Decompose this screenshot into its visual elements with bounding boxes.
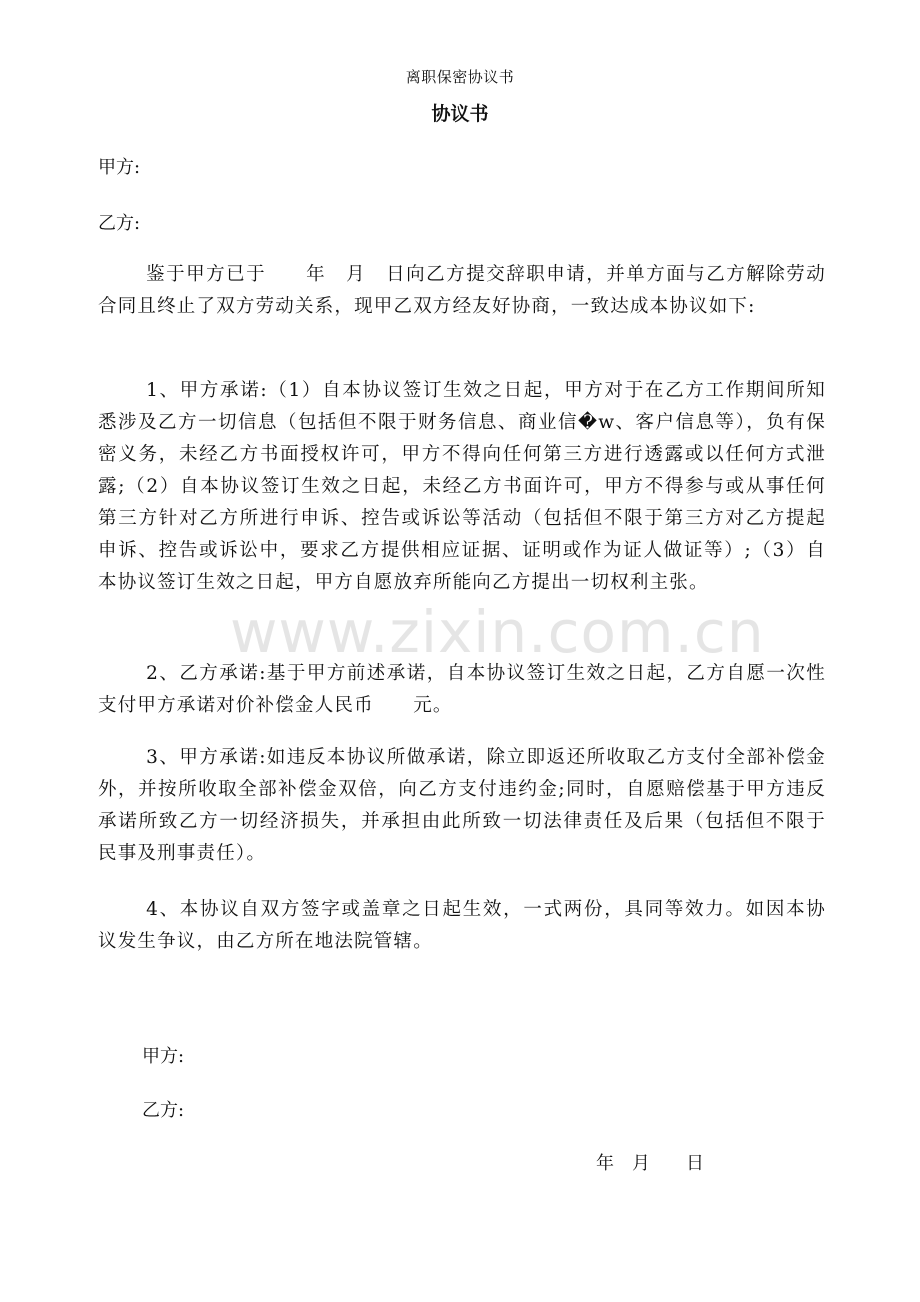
preamble-paragraph: 鉴于甲方已于 年 月 日向乙方提交辞职申请，并单方面与乙方解除劳动合同且终止了双方劳动关系，现甲乙双方经友好协商，一致达成本协议如下: [98,264,826,317]
clause-4-paragraph: 4、本协议自双方签字或盖章之日起生效，一式两份，具同等效力。如因本协议发生争议，由乙方所在地法院管辖。 [98,899,826,952]
watermark: www.zixin.com.cn [230,598,765,666]
party-b-label: 乙方: [98,213,141,234]
running-title: 离职保密协议书 [405,68,515,86]
signature-party-a: 甲方: [142,1046,185,1067]
clause-2-paragraph: 2、乙方承诺:基于甲方前述承诺，自本协议签订生效之日起，乙方自愿一次性支付甲方承诺对价补偿金人民币 元。 [98,663,826,716]
party-a-label: 甲方: [98,157,141,178]
signature-party-b: 乙方: [142,1100,185,1121]
signature-date: 年 月 日 [596,1153,704,1174]
clause-3-paragraph: 3、甲方承诺:如违反本协议所做承诺，除立即返还所收取乙方支付全部补偿金外，并按所收取全部补偿金双倍，向乙方支付违约金;同时，自愿赔偿基于甲方违反承诺所致乙方一切经济损失，并承担由此所致一切法律责任及后果（包括但不限于民事及刑事责任）。 [98,747,826,864]
clause-1-paragraph: 1、甲方承诺:（1）自本协议签订生效之日起，甲方对于在乙方工作期间所知悉涉及乙方一切信息（包括但不限于财务信息、商业信�w、客户信息等），负有保密义务，未经乙方书面授权许可，甲方不得向任何第三方进行透露或以任何方式泄露;（2）自本协议签订生效之日起，未经乙方书面许可，甲方不得参与或从事任何第三方针对乙方所进行申诉、控告或诉讼等活动（包括但不限于第三方对乙方提起申诉、控告或诉讼中，要求乙方提供相应证据、证明或作为证人做证等）;（3）自本协议签订生效之日起，甲方自愿放弃所能向乙方提出一切权利主张。 [98,380,826,593]
page-title: 协议书 [431,103,489,125]
